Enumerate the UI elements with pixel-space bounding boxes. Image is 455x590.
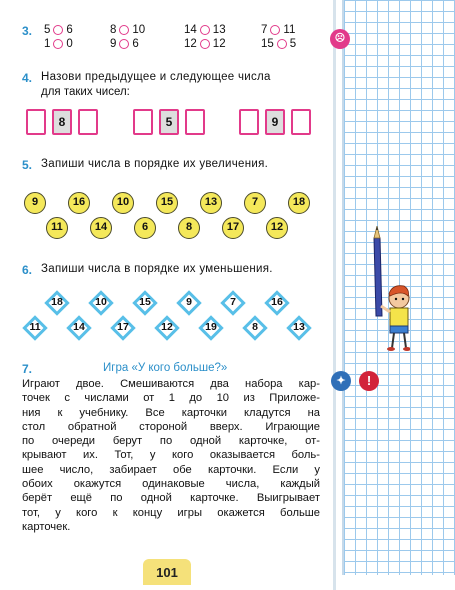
rules-line: шее число, забирает обе карточки. Если у	[22, 463, 320, 476]
rules-line: карточек.	[22, 520, 71, 533]
left-operand: 7	[261, 24, 268, 36]
number-circle: 14	[90, 217, 112, 239]
rules-line: Играют двое. Смешиваются два набора кар-	[22, 378, 320, 390]
number-circle: 13	[200, 192, 222, 214]
ex7-rules-paragraph	[22, 377, 320, 534]
diamond-label: 14	[73, 321, 85, 333]
number-circle: 7	[244, 192, 266, 214]
compare-circle	[270, 25, 280, 35]
right-operand: 6	[132, 38, 139, 50]
number-circle: 11	[46, 217, 68, 239]
ex7-number: 7.	[22, 362, 33, 376]
diamond-label: 11	[29, 321, 41, 333]
diamond-label: 17	[117, 321, 129, 333]
ex4-line2: для таких чисел:	[41, 86, 130, 98]
stars-icon: ✦	[331, 371, 351, 391]
empty-box	[291, 109, 311, 135]
empty-box	[78, 109, 98, 135]
left-operand: 8	[110, 24, 117, 36]
diamond-label: 19	[205, 321, 217, 333]
number-card: 8	[52, 109, 72, 135]
right-operand: 11	[283, 24, 296, 36]
diamond-label: 16	[271, 296, 283, 308]
left-operand: 9	[110, 38, 117, 50]
right-operand: 6	[66, 24, 73, 36]
diamond-label: 8	[252, 321, 258, 333]
number-circle: 16	[68, 192, 90, 214]
ex5-text: Запиши числа в порядке их увеличения.	[41, 158, 269, 170]
empty-box	[133, 109, 153, 135]
left-operand: 12	[184, 38, 197, 50]
grid-paper-panel	[334, 0, 455, 575]
number-card: 5	[159, 109, 179, 135]
compare-circle	[200, 39, 210, 49]
number-circle: 10	[112, 192, 134, 214]
number-circle: 6	[134, 217, 156, 239]
rules-line: обоих окажутся одинаковые числа, каждый	[22, 478, 320, 491]
right-operand: 10	[132, 24, 146, 36]
smiley-icon: ☹	[330, 29, 350, 49]
rules-line: тот, у кого к концу игры окажется больше	[22, 506, 320, 519]
ex4-number: 4.	[22, 71, 33, 85]
number-circle: 18	[288, 192, 310, 214]
left-operand: 1	[44, 38, 51, 50]
empty-box	[185, 109, 205, 135]
left-operand: 15	[261, 38, 274, 50]
left-operand: 5	[44, 24, 51, 36]
comparison-pair	[184, 38, 226, 50]
compare-circle	[200, 25, 210, 35]
number-circle: 9	[24, 192, 46, 214]
rules-line: крывают их. Тот, у кого оказывается боль-	[22, 449, 320, 462]
right-operand: 5	[289, 38, 297, 50]
rules-line: ния к учебнику. Все карточки кладутся на	[22, 406, 320, 419]
empty-box	[26, 109, 46, 135]
ex6-text: Запиши числа в порядке их уменьшения.	[41, 263, 273, 275]
diamond-label: 10	[95, 296, 107, 308]
right-operand: 12	[212, 38, 226, 50]
ex6-number: 6.	[22, 263, 33, 277]
ex7-title: Игра «У кого больше?»	[103, 362, 228, 374]
diamond-label: 13	[293, 321, 305, 333]
page-divider	[333, 0, 336, 590]
ex5-number: 5.	[22, 158, 33, 172]
pencil-boy-illustration	[360, 226, 410, 356]
rules-line: точек с числами от 1 до 10 из Приложе-	[22, 392, 320, 405]
ex3-number: 3.	[22, 24, 33, 38]
diamond-label: 18	[51, 296, 63, 308]
page-number: 101	[143, 559, 191, 585]
compare-circle	[119, 25, 129, 35]
right-operand: 13	[212, 24, 226, 36]
left-operand: 14	[184, 24, 197, 36]
comparison-pair	[261, 24, 295, 36]
right-operand: 0	[66, 38, 73, 50]
comparison-pair	[44, 38, 73, 50]
number-card: 9	[265, 109, 285, 135]
diamond-label: 9	[186, 296, 192, 308]
diamond-label: 15	[139, 296, 151, 308]
ex4-line1: Назови предыдущее и следующее числа	[41, 71, 271, 83]
warning-icon: !	[359, 371, 379, 391]
diamond-label: 12	[161, 321, 173, 333]
number-circle: 15	[156, 192, 178, 214]
comparison-pair	[110, 38, 139, 50]
diamond-label: 7	[230, 296, 236, 308]
compare-circle	[53, 39, 63, 49]
rules-line: берёт ещё по одной карточке. Выигрывает	[22, 492, 320, 505]
compare-circle	[53, 25, 63, 35]
rules-line: стол обратной стороной вверх. Играющие	[22, 420, 320, 433]
number-circle: 8	[178, 217, 200, 239]
comparison-pair	[44, 24, 73, 36]
rules-line: по очереди берут по одной карточке, от-	[22, 435, 320, 448]
compare-circle	[119, 39, 129, 49]
comparison-pair	[110, 24, 145, 36]
number-circle: 17	[222, 217, 244, 239]
number-circle: 12	[266, 217, 288, 239]
comparison-pair	[184, 24, 226, 36]
compare-circle	[277, 39, 287, 49]
empty-box	[239, 109, 259, 135]
comparison-pair	[261, 38, 296, 50]
